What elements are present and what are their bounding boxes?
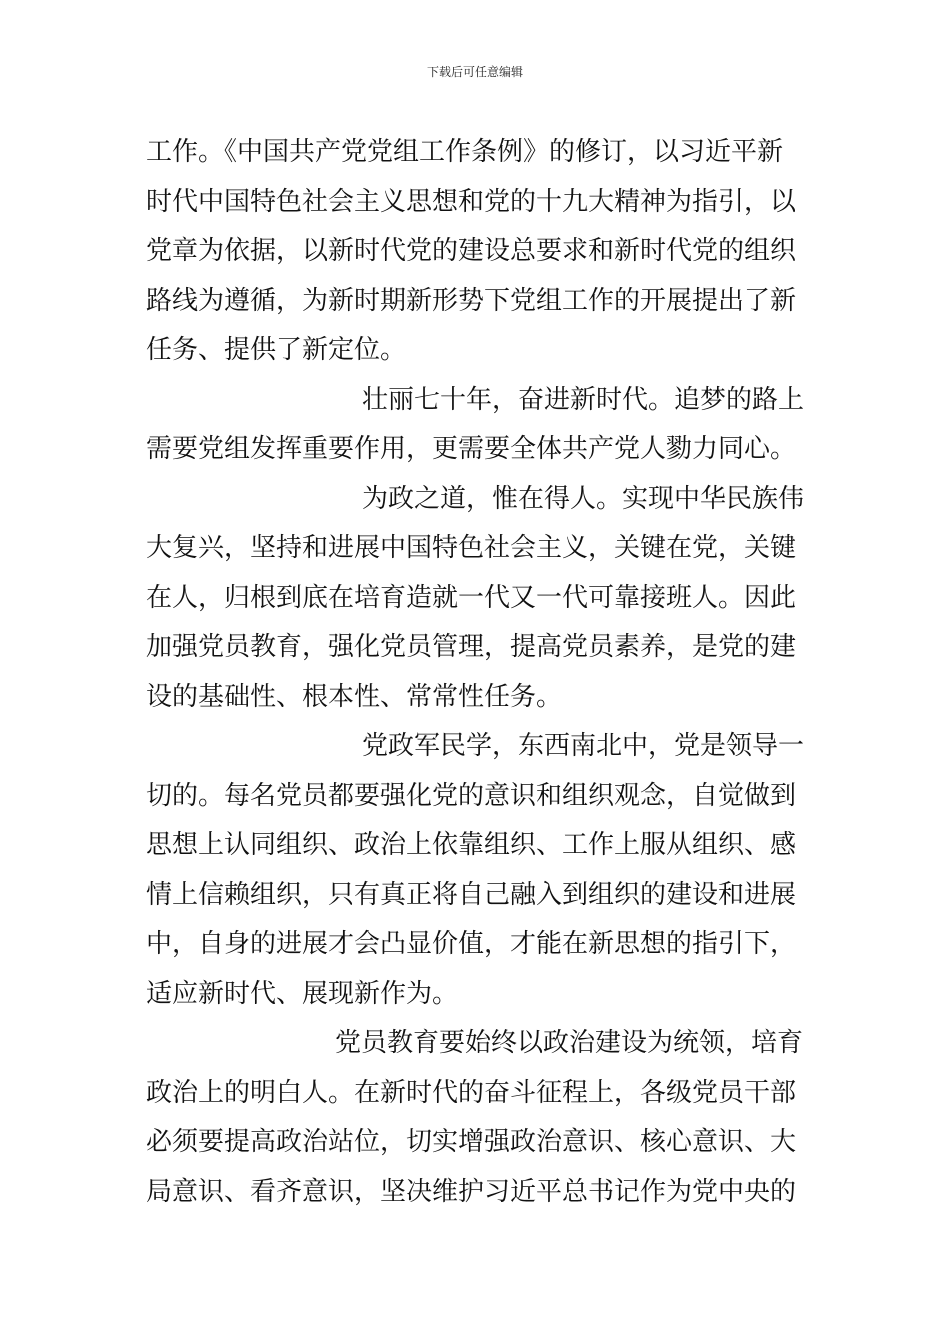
paragraph-4 [146, 722, 808, 1019]
text-line: 政治上的明白人。在新时代的奋斗征程上，各级党员干部 [146, 1077, 797, 1108]
text-line: 设的基础性、根本性、常常性任务。 [146, 681, 563, 712]
text-line: 加强党员教育，强化党员管理，提高党员素养，是党的建 [146, 632, 797, 662]
text-line: 需要党组发挥重要作用，更需要全体共产党人勠力同心。 [146, 434, 797, 464]
text-line: 切的。每名党员都要强化党的意识和组织观念，自觉做到 [146, 780, 797, 811]
text-line: 壮丽七十年，奋进新时代。追梦的路上 [362, 384, 805, 415]
page-header: 下载后可任意编辑 [426, 65, 523, 79]
text-line: 党章为依据，以新时代党的建设总要求和新时代党的组织 [146, 236, 797, 266]
paragraph-3 [146, 475, 808, 723]
text-line: 时代中国特色社会主义思想和党的十九大精神为指引，以 [146, 186, 797, 217]
text-line: 为政之道，惟在得人。实现中华民族伟 [362, 483, 805, 514]
text-line: 中，自身的进展才会凸显价值，才能在新思想的指引下， [146, 929, 797, 959]
text-line: 在人，归根到底在培育造就一代又一代可靠接班人。因此 [146, 582, 797, 613]
text-line: 工作。《中国共产党党组工作条例》的修订，以习近平新 [146, 137, 784, 167]
text-line: 适应新时代、展现新作为。 [146, 978, 459, 1009]
text-line: 任务、提供了新定位。 [146, 335, 407, 365]
paragraph-2 [146, 376, 808, 475]
document-body [146, 128, 808, 1217]
text-line: 党员教育要始终以政治建设为统领，培育 [335, 1028, 804, 1058]
paragraph-1 [146, 128, 808, 376]
text-line: 情上信赖组织，只有真正将自己融入到组织的建设和进展 [146, 879, 797, 910]
text-line: 党政军民学，东西南北中，党是领导一 [362, 731, 805, 761]
text-line: 大复兴，坚持和进展中国特色社会主义，关键在党，关键 [146, 533, 797, 563]
text-line: 路线为遵循，为新时期新形势下党组工作的开展提出了新 [146, 285, 797, 316]
text-line: 思想上认同组织、政治上依靠组织、工作上服从组织、感 [146, 830, 797, 860]
paragraph-5 [146, 1019, 808, 1217]
text-line: 必须要提高政治站位，切实增强政治意识、核心意识、大 [146, 1127, 797, 1157]
text-line: 局意识、看齐意识，坚决维护习近平总书记作为党中央的 [146, 1176, 797, 1207]
